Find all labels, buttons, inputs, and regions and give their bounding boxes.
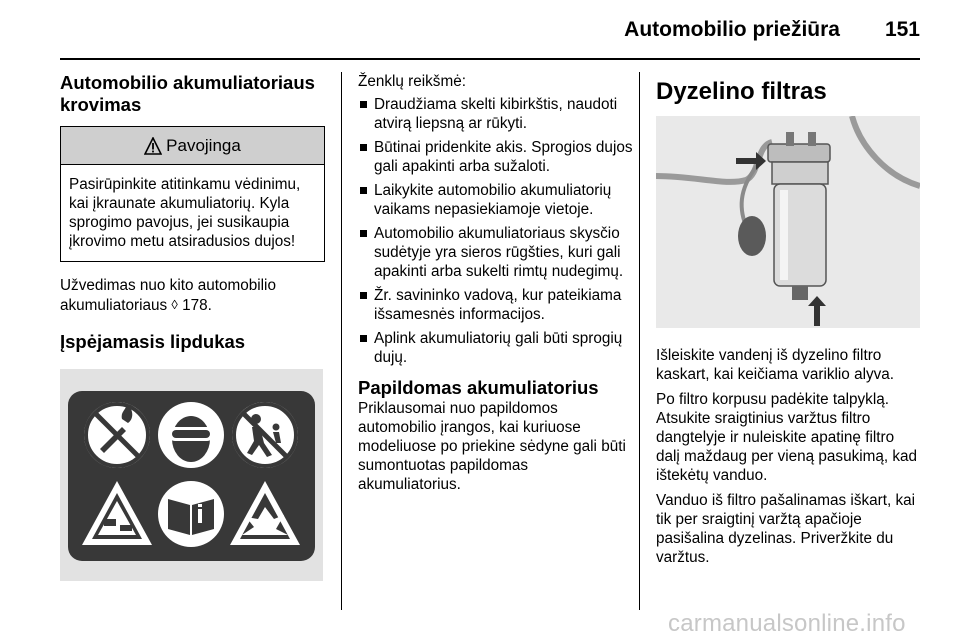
symbol-meanings-list bbox=[358, 95, 633, 367]
list-item: Draudžiama skelti kibirkštis, naudoti atvirą liepsną ar rūkyti. bbox=[358, 95, 633, 133]
bullet-square-icon bbox=[360, 101, 367, 108]
diesel-paragraph-3: Vanduo iš filtro pašalinamas iškart, kai tik per sraigtinį varžtą apačioje pasišalina dyzelinas. Priveržkite du varžtus. bbox=[656, 492, 916, 566]
page-reference-icon: ◊ bbox=[171, 297, 178, 312]
jump-start-text: Užvedimas nuo kito automobilio akumuliatoriaus bbox=[60, 277, 276, 314]
column-1 bbox=[60, 72, 325, 581]
warning-text: Pasirūpinkite atitinkamu vėdinimu, kai įkraunate akumuliatorių. Kyla sprogimo pavojus, jei susikaupia įkrovimo metu atsiradusios dujos! bbox=[69, 176, 301, 250]
watermark: carmanualsonline.info bbox=[668, 610, 906, 637]
warning-label-image bbox=[60, 369, 323, 581]
page-number: 151 bbox=[884, 18, 920, 41]
diesel-paragraph-2: Po filtro korpusu padėkite talpyklą. Atsukite sraigtinius varžtus filtro dangtelyje ir nuleiskite apatinę filtro dalį maždaug per vieną pasukimą, kad ištekėtų vanduo. bbox=[656, 391, 918, 484]
column-3 bbox=[656, 72, 920, 567]
list-item: Žr. savininko vadovą, kur pateikiama išsamesnės informacijos. bbox=[358, 286, 633, 324]
list-item: Laikykite automobilio akumuliatorių vaikams nepasiekiamoje vietoje. bbox=[358, 181, 633, 219]
list-item: Būtinai pridenkite akis. Sprogios dujos gali apakinti arba sužaloti. bbox=[358, 138, 633, 176]
section-heading-battery-charging: Automobilio akumuliatoriaus krovimas bbox=[60, 72, 315, 115]
bullet-square-icon bbox=[360, 335, 367, 342]
warning-box bbox=[60, 126, 325, 262]
auxiliary-battery-text: Priklausomai nuo papildomos automobilio įrangos, kai kuriuose modeliuose po priekine sėdyne gali būti sumontuotas papildomas akumuliatorius. bbox=[358, 400, 626, 493]
read-manual-icon bbox=[158, 481, 224, 547]
section-heading-warning-label: Įspėjamasis lipdukas bbox=[60, 331, 246, 352]
eye-protection-icon bbox=[158, 402, 224, 468]
page-title: Automobilio priežiūra bbox=[624, 18, 840, 41]
header-rule bbox=[60, 58, 920, 60]
diesel-paragraph-1: Išleiskite vandenį iš dyzelino filtro kaskart, kai keičiama variklio alyva. bbox=[656, 347, 895, 383]
diesel-filter-image bbox=[656, 116, 920, 328]
jump-start-page-link[interactable]: 178. bbox=[182, 297, 212, 314]
jump-start-reference bbox=[60, 276, 325, 315]
section-heading-diesel-filter: Dyzelino filtras bbox=[656, 78, 827, 105]
column-2 bbox=[358, 72, 633, 494]
list-item: Aplink akumuliatorių gali būti sprogių dujų. bbox=[358, 329, 633, 367]
warning-title: Pavojinga bbox=[166, 135, 241, 155]
keep-children-away-icon bbox=[232, 402, 298, 468]
page-header bbox=[0, 0, 960, 58]
column-divider-2 bbox=[639, 72, 640, 610]
bullet-square-icon bbox=[360, 292, 367, 299]
list-item: Automobilio akumuliatoriaus skysčio sudėtyje yra sieros rūgšties, kuri gali apakinti arba sukelti rimtų nudegimų. bbox=[358, 224, 633, 281]
column-divider-1 bbox=[341, 72, 342, 610]
bullet-square-icon bbox=[360, 187, 367, 194]
warning-header bbox=[61, 127, 324, 165]
bullet-square-icon bbox=[360, 144, 367, 151]
warning-triangle-icon bbox=[144, 137, 162, 155]
symbols-intro: Ženklų reikšmė: bbox=[358, 73, 466, 90]
bullet-square-icon bbox=[360, 230, 367, 237]
no-open-flame-icon bbox=[84, 402, 150, 468]
section-heading-auxiliary-battery: Papildomas akumuliatorius bbox=[358, 377, 599, 398]
